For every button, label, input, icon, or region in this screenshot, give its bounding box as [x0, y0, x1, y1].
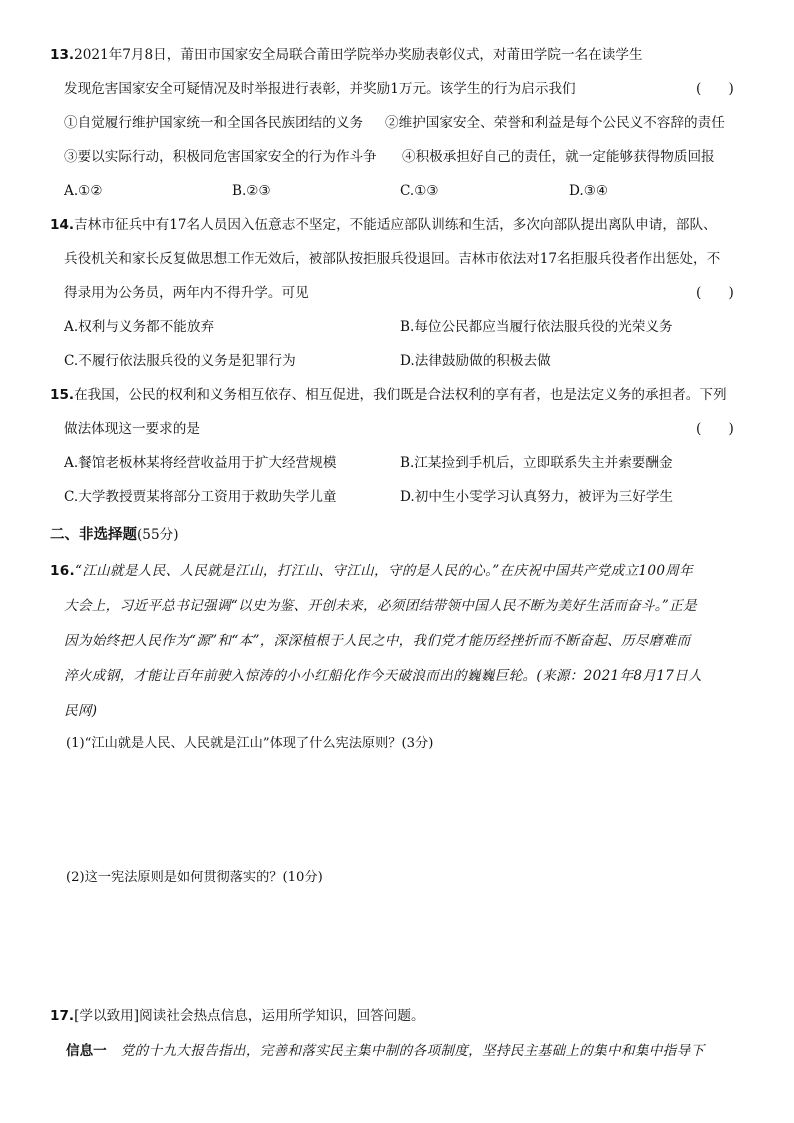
q13-statement-1: ①自觉履行维护国家统一和全国各民族团结的义务: [64, 115, 364, 131]
q13-statement-2: ②维护国家安全、荣誉和利益是每个公民义不容辞的责任: [385, 115, 725, 131]
q17-number: 17.: [50, 1008, 75, 1024]
q14-choice-b: B.每位公民都应当履行依法服兵役的光荣义务: [400, 319, 673, 335]
section-title: 二、非选择题: [50, 526, 137, 543]
q16-subquestion-2: (2)这一宪法原则是如何贯彻落实的？(10分): [66, 870, 323, 885]
q15-choice-b: B.江某捡到手机后，立即联系失主并索要酬金: [400, 455, 673, 471]
q13-statement-3: ③要以实际行动，积极同危害国家安全的行为作斗争: [64, 149, 377, 165]
q14-line2: 兵役机关和家长反复做思想工作无效后，被部队按拒服兵役退回。吉林市依法对17名拒服兵役者作出惩处，不: [64, 251, 721, 267]
q14-number: 14.: [50, 217, 75, 233]
q13-answer-paren: ( ): [696, 81, 734, 97]
q15-choice-a: A.餐馆老板林某将经营收益用于扩大经营规模: [64, 455, 337, 471]
q16-line2: 大会上，习近平总书记强调“以史为鉴、开创未来，必须团结带领中国人民不断为美好生活而奋斗。”正是: [64, 598, 697, 614]
q17-info-text: 党的十九大报告指出，完善和落实民主集中制的各项制度，坚持民主基础上的集中和集中指导下: [120, 1043, 705, 1059]
q14-line1: 14.吉林市征兵中有17名人员因入伍意志不坚定，不能适应部队训练和生活，多次向部队提出离队申请，部队、: [50, 217, 717, 233]
q15-line2: 做法体现这一要求的是: [64, 421, 200, 437]
q16-line4: 淬火成钢，才能让百年前驶入惊涛的小小红船化作今天破浪而出的巍巍巨轮。(来源：2021年8月17日人: [64, 668, 702, 684]
q14-line3: 得录用为公务员，两年内不得升学。可见: [64, 285, 309, 301]
q15-choice-c: C.大学教授贾某将部分工资用于救助失学儿童: [64, 489, 337, 505]
section-score: (55分): [137, 527, 179, 543]
q17-info-label: 信息一: [66, 1043, 107, 1059]
q17-line1: 17.[学以致用]阅读社会热点信息，运用所学知识，回答问题。: [50, 1008, 425, 1024]
q16-line1: 16.“江山就是人民、人民就是江山，打江山、守江山，守的是人民的心。”在庆祝中国共产党成立100周年: [50, 563, 694, 579]
q16-subquestion-1: (1)“江山就是人民、人民就是江山”体现了什么宪法原则？(3分): [66, 736, 434, 751]
q13-choice-c: C.①③: [400, 183, 439, 199]
q14-choice-c: C.不履行依法服兵役的义务是犯罪行为: [64, 353, 296, 369]
q14-choice-d: D.法律鼓励做的积极去做: [400, 353, 551, 369]
section-heading: [50, 525, 179, 545]
q14-choice-a: A.权利与义务都不能放弃: [64, 319, 215, 335]
q17-info-1: [66, 1041, 704, 1061]
q16-number: 16.: [50, 563, 75, 579]
q16-line3: 因为始终把人民作为“源”和“本”，深深植根于人民之中，我们党才能历经挫折而不断奋起、历尽磨难而: [64, 633, 691, 649]
q13-number: 13.: [50, 47, 75, 63]
q13-line2: 发现危害国家安全可疑情况及时举报进行表彰，并奖励1万元。该学生的行为启示我们: [64, 81, 576, 97]
q14-answer-paren: ( ): [696, 285, 734, 301]
q13-choice-d: D.③④: [569, 183, 609, 199]
q13-statement-4: ④积极承担好自己的责任，就一定能够获得物质回报: [402, 149, 715, 165]
q15-answer-paren: ( ): [696, 421, 734, 437]
q13-choice-b: B.②③: [232, 183, 271, 199]
q15-line1: 15.在我国，公民的权利和义务相互依存、相互促进，我们既是合法权利的享有者，也是法定义务的承担者。下列: [50, 387, 727, 403]
q15-choice-d: D.初中生小雯学习认真努力，被评为三好学生: [400, 489, 674, 505]
q15-number: 15.: [50, 387, 75, 403]
q13-choice-a: A.①②: [64, 183, 103, 199]
q16-line5: 民网): [64, 703, 98, 719]
q13-line1: 13.2021年7月8日，莆田市国家安全局联合莆田学院举办奖励表彰仪式，对莆田学院一名在读学生: [50, 47, 643, 63]
